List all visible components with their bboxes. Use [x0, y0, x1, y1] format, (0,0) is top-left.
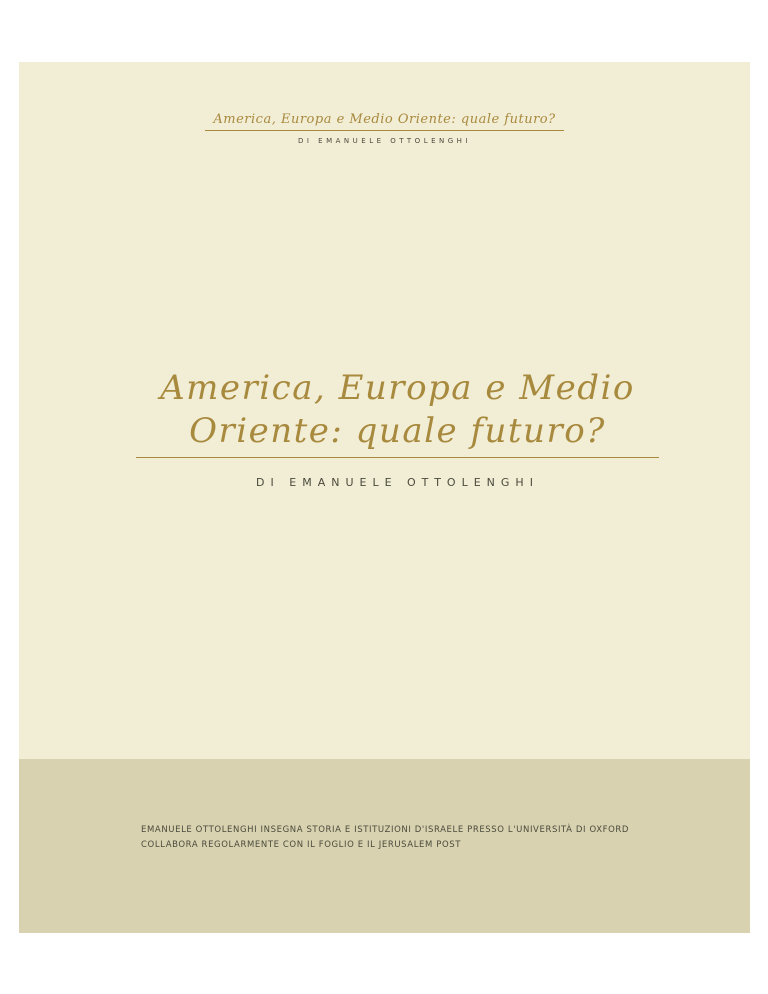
page-title — [136, 367, 659, 458]
author-byline: DI EMANUELE OTTOLENGHI — [256, 476, 539, 489]
running-header-title: America, Europa e Medio Oriente: quale futuro? — [205, 112, 563, 131]
bio-band — [19, 759, 750, 933]
document-page — [19, 62, 750, 933]
author-bio-line-2: COLLABORA REGOLARMENTE CON IL FOGLIO E IL JERUSALEM POST — [141, 840, 462, 850]
page-title-line-1: America, Europa e Medio — [160, 368, 635, 408]
page-title-line-2: Oriente: quale futuro? — [189, 411, 606, 451]
author-bio — [141, 823, 731, 853]
author-bio-line-1: EMANUELE OTTOLENGHI INSEGNA STORIA E ISTITUZIONI D'ISRAELE PRESSO L'UNIVERSITÀ DI OXFORD — [141, 825, 630, 835]
title-block — [136, 367, 659, 489]
running-header — [19, 110, 750, 145]
running-header-author: DI EMANUELE OTTOLENGHI — [297, 137, 472, 145]
